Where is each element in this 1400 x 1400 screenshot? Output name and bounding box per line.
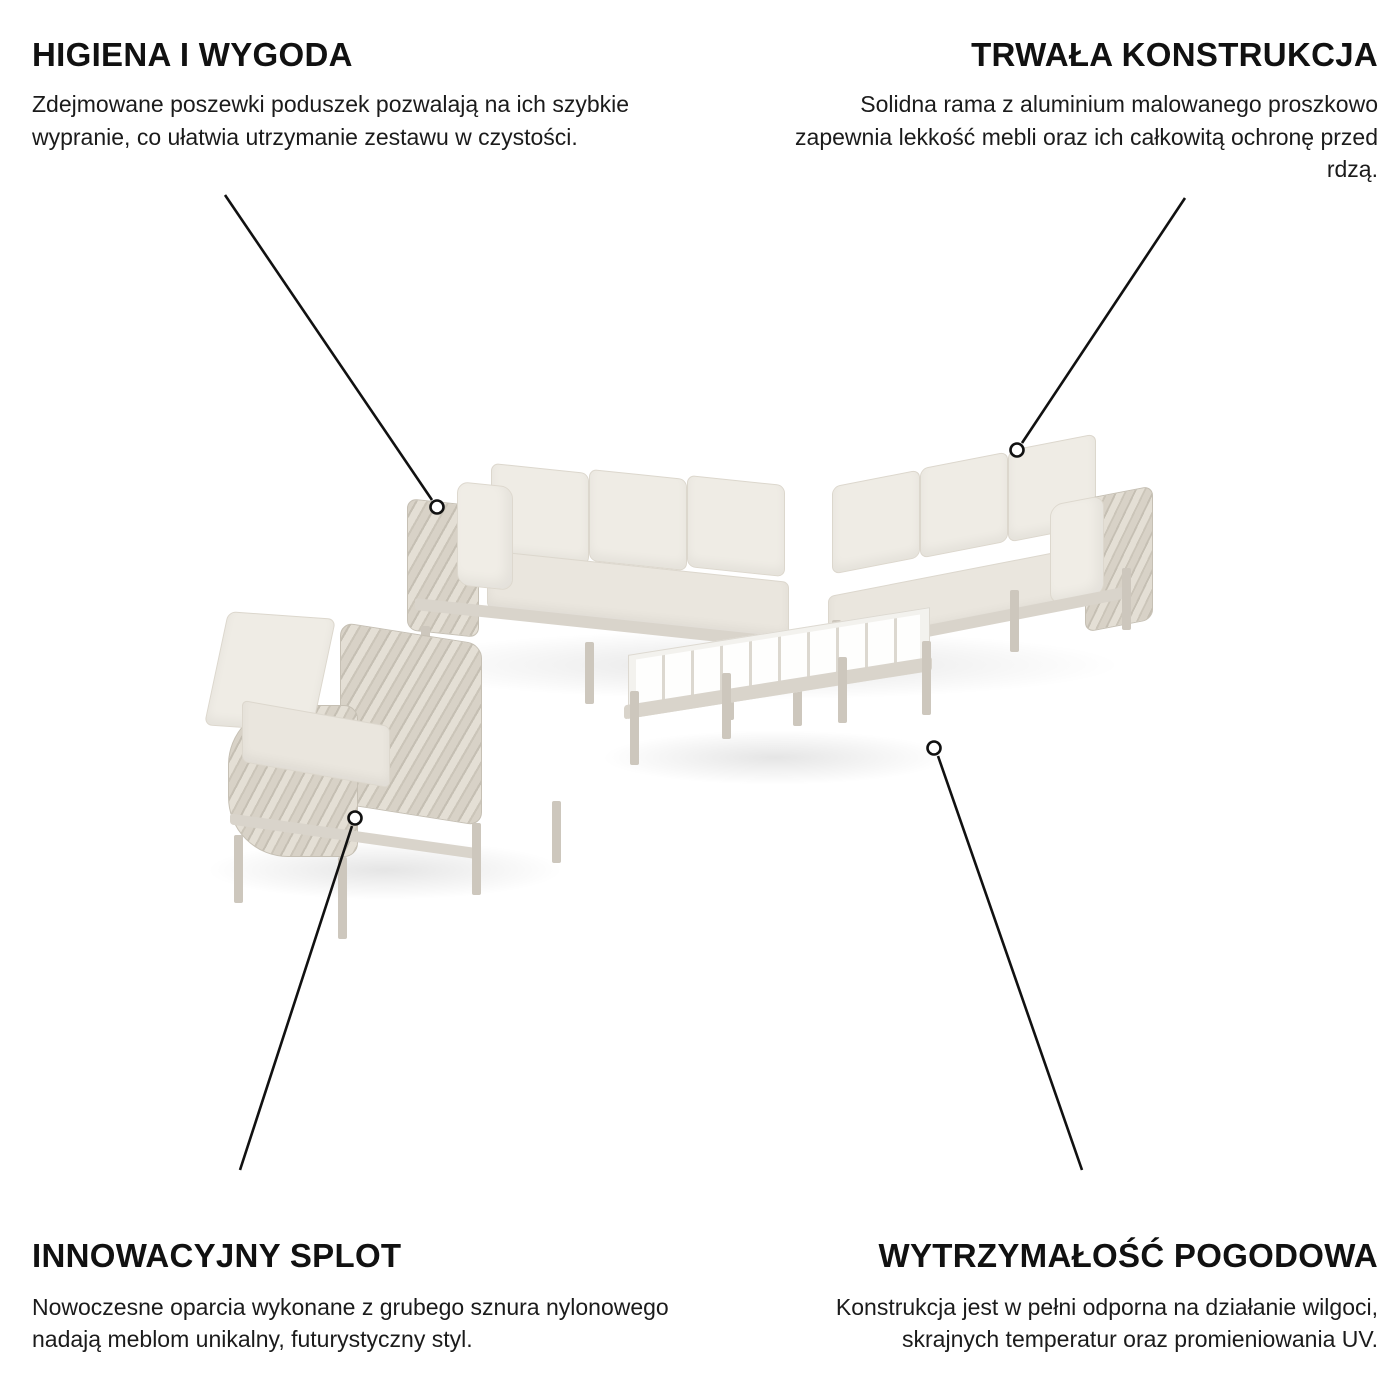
feature-weave-title: INNOWACYJNY SPLOT — [32, 1236, 402, 1274]
coffee-table — [610, 595, 950, 795]
feature-weather-title: WYTRZYMAŁOŚĆ POGODOWA — [878, 1236, 1378, 1274]
armchair-leg — [472, 823, 481, 895]
sofa-leg — [1010, 590, 1019, 652]
back-cushion — [832, 469, 920, 574]
feature-construction — [758, 36, 1378, 186]
table-leg — [630, 691, 639, 765]
back-cushion — [687, 475, 785, 577]
feature-hygiene — [32, 36, 662, 153]
table-leg — [838, 657, 847, 723]
sofa-leg — [1122, 568, 1131, 630]
table-leg — [722, 673, 731, 739]
armchair-leg — [234, 835, 243, 903]
feature-construction-body: Solidna rama z aluminium malowanego proszkowo zapewnia lekkość mebli oraz ich całkowitą ochronę przed rdzą. — [795, 90, 1378, 183]
sofa-leg — [585, 642, 594, 704]
feature-hygiene-body: Zdejmowane poszewki poduszek pozwalają na ich szybkie wypranie, co ułatwia utrzymanie zestawu w czystości. — [32, 90, 630, 150]
feature-hygiene-title: HIGIENA I WYGODA — [32, 36, 353, 73]
feature-weave-body: Nowoczesne oparcia wykonane z grubego sznura nylonowego nadają meblom unikalny, futurystyczny styl. — [32, 1293, 669, 1353]
product-photo — [170, 400, 1250, 980]
armchair-leg — [552, 801, 561, 863]
armchair-leg — [338, 857, 347, 939]
feature-weather-body: Konstrukcja jest w pełni odporna na działanie wilgoci, skrajnych temperatur oraz promieniowania UV. — [835, 1293, 1378, 1353]
feature-weather — [738, 1237, 1378, 1356]
back-cushion — [920, 451, 1008, 558]
back-cushion — [589, 469, 687, 571]
armchair — [210, 595, 570, 925]
feature-weave — [32, 1237, 672, 1356]
arm-pillow — [1050, 495, 1104, 605]
feature-construction-title: TRWAŁA KONSTRUKCJA — [971, 36, 1378, 73]
arm-pillow — [457, 481, 513, 591]
table-leg — [922, 641, 931, 715]
